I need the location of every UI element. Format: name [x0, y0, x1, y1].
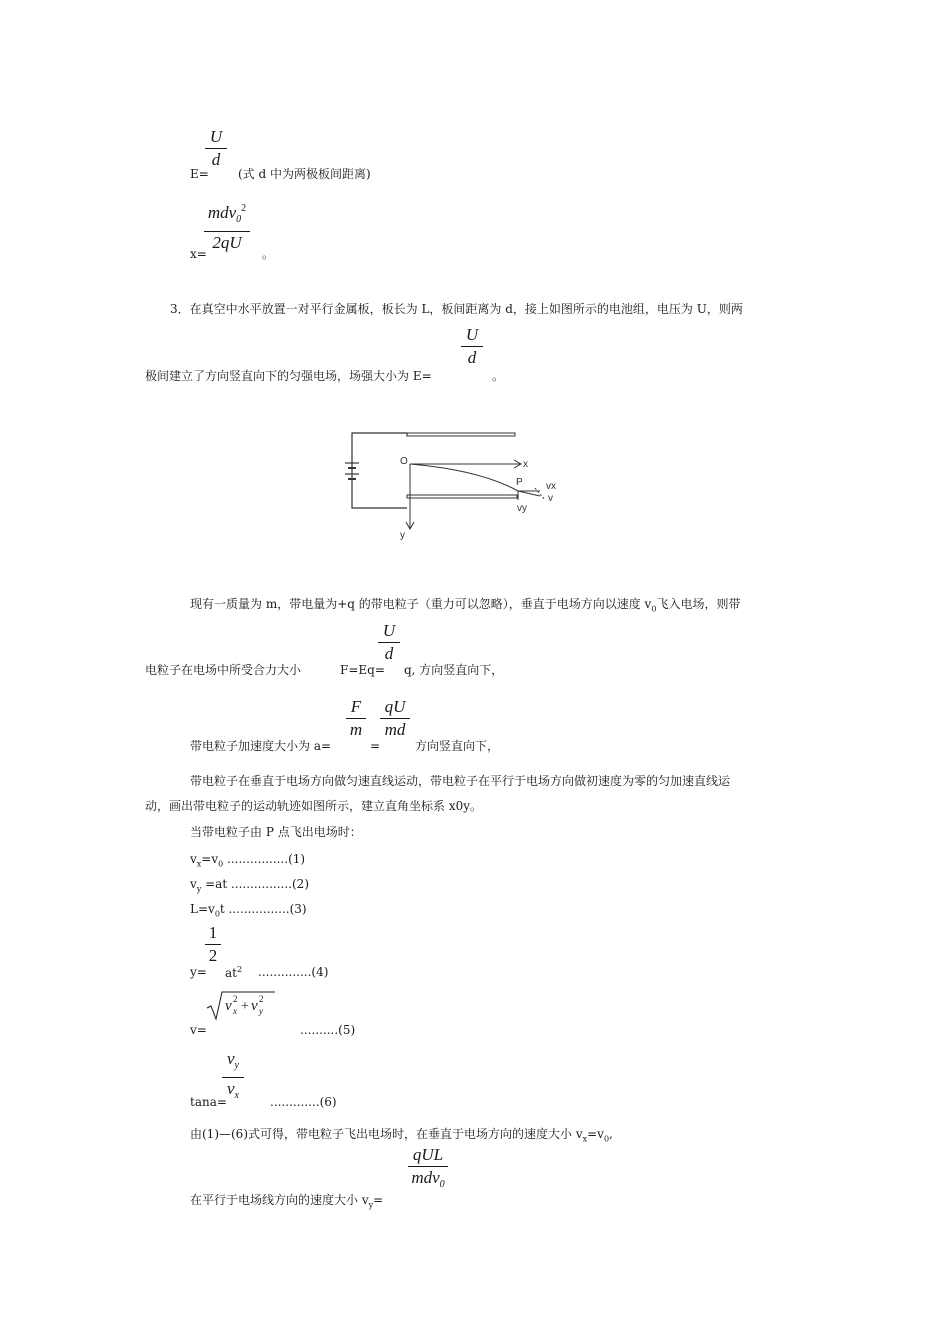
- particle-trajectory: [410, 464, 518, 491]
- para5-line2: 动，画出带电粒子的运动轨迹如图所示，建立直角坐标系 x0y。: [145, 799, 482, 813]
- para3-line2: 极间建立了方向竖直向下的匀强电场，场强大小为 E=: [145, 369, 432, 383]
- label-x: x: [523, 459, 528, 470]
- equation-1: $v_x=v_0$ ................(1): [190, 852, 306, 869]
- para4-line2-c: q, 方向竖直向下，: [404, 663, 504, 677]
- numerator: F: [350, 697, 362, 716]
- equation-2: $v_y =at$ ................(2): [190, 877, 310, 894]
- para7: 由(1)—(6)式可得，带电粒子飞出电场时，在垂直于电场方向的速度大小 $v_x=v_0$,: [190, 1127, 613, 1144]
- fraction-bar: [346, 718, 366, 719]
- equation-3: $L=v_0t$ ................(3): [190, 902, 307, 919]
- para3-line1: 3．在真空中水平放置一对平行金属板，板长为 L，板间距离为 d，接上如图所示的电池组，电压为 U，则两: [170, 302, 743, 316]
- denominator: 2: [208, 946, 218, 965]
- equation-5-lhs: v=: [190, 1023, 207, 1037]
- sqrt-sub-y: y: [259, 1006, 263, 1016]
- equation-4-mid: $at^2$: [225, 965, 243, 980]
- eq1-note: (式 d 中为两极板间距离): [238, 167, 371, 181]
- denominator: m: [349, 720, 363, 739]
- fraction-bar: [205, 148, 227, 149]
- eq2-lhs: x=: [190, 247, 207, 261]
- fraction-f-over-m: [346, 698, 366, 739]
- fraction-bar: [378, 642, 400, 643]
- equation-6-tail: .............(6): [270, 1095, 337, 1109]
- numerator: U: [209, 127, 223, 146]
- capacitor-diagram: [340, 408, 570, 548]
- equation-4-lhs: y=: [190, 965, 207, 979]
- sqrt-vx2-vy2: [205, 990, 277, 1022]
- accel-text-a: 带电粒子加速度大小为 a=: [190, 739, 332, 753]
- numerator: qUL: [412, 1145, 444, 1164]
- fraction-bar: [461, 346, 483, 347]
- denominator: mdv$_0$: [411, 1168, 445, 1190]
- label-y: y: [400, 530, 405, 541]
- label-v: v: [548, 493, 553, 504]
- vector-dash: [535, 488, 545, 500]
- para6: 当带电粒子由 P 点飞出电场时：: [190, 825, 362, 839]
- para4-line1: 现有一质量为 m，带电量为+q 的带电粒子（重力可以忽略），垂直于电场方向以速度 $v_0$飞入电场，则带: [190, 597, 741, 614]
- top-plate: [407, 433, 515, 436]
- v-vector: [518, 491, 540, 496]
- para8: 在平行于电场线方向的速度大小 $v_y=$: [190, 1193, 384, 1210]
- sqrt-sup-2b: 2: [259, 994, 264, 1004]
- fraction-u-over-d-2: [461, 326, 483, 367]
- denominator: 2qU: [212, 233, 242, 252]
- para4-line2-a: 电粒子在电场中所受合力大小: [145, 663, 302, 677]
- equation-4-tail: ..............(4): [258, 965, 329, 979]
- fraction-bar: [380, 718, 410, 719]
- fraction-u-over-d-3: [378, 622, 400, 663]
- numerator: 1: [208, 923, 218, 942]
- numerator: U: [465, 325, 479, 344]
- sqrt-plus: +: [241, 999, 249, 1014]
- accel-text-b: 方向竖直向下，: [415, 739, 500, 753]
- fraction-bar: [222, 1077, 244, 1078]
- para3-tail: 。: [492, 369, 505, 383]
- denominator: md: [384, 720, 406, 739]
- fraction-bar: [205, 944, 221, 945]
- para5-line1: 带电粒子在垂直于电场方向做匀速直线运动，带电粒子在平行于电场方向做初速度为零的匀加速直线运: [190, 774, 731, 788]
- eq1-lhs: E=: [190, 167, 209, 181]
- fraction-qul-over-mdv0: [408, 1146, 448, 1194]
- denominator: $v_x$: [227, 1079, 239, 1101]
- eq2-tail: 。: [262, 247, 275, 261]
- label-vx: vx: [546, 481, 556, 492]
- fraction-x: [204, 200, 250, 252]
- numerator: $mdv0^2$: [207, 203, 247, 225]
- sqrt-radicand: v: [225, 998, 232, 1014]
- sqrt-sub-x: x: [233, 1006, 237, 1016]
- circuit-wire: [352, 433, 407, 508]
- para4-line2-b: F=Eq=: [340, 663, 385, 677]
- numerator: U: [382, 621, 396, 640]
- accel-equals: =: [370, 739, 381, 753]
- bottom-plate: [407, 495, 517, 498]
- label-origin: O: [400, 456, 408, 467]
- fraction-bar: [408, 1166, 448, 1167]
- sqrt-sup-2a: 2: [233, 994, 238, 1004]
- label-vy: vy: [517, 503, 527, 514]
- denominator: d: [384, 644, 394, 663]
- equation-6-lhs: tana=: [190, 1095, 227, 1109]
- denominator: d: [211, 150, 221, 169]
- numerator: qU: [384, 697, 406, 716]
- fraction-one-half: [205, 924, 221, 965]
- fraction-bar: [204, 231, 250, 232]
- sqrt-radicand-2: v: [251, 998, 258, 1014]
- fraction-u-over-d-1: [205, 128, 227, 169]
- numerator: $v_y$: [227, 1049, 239, 1071]
- equation-5-tail: ..........(5): [300, 1023, 356, 1037]
- label-p: P: [516, 477, 523, 488]
- denominator: d: [467, 348, 477, 367]
- fraction-qu-over-md: [380, 698, 410, 739]
